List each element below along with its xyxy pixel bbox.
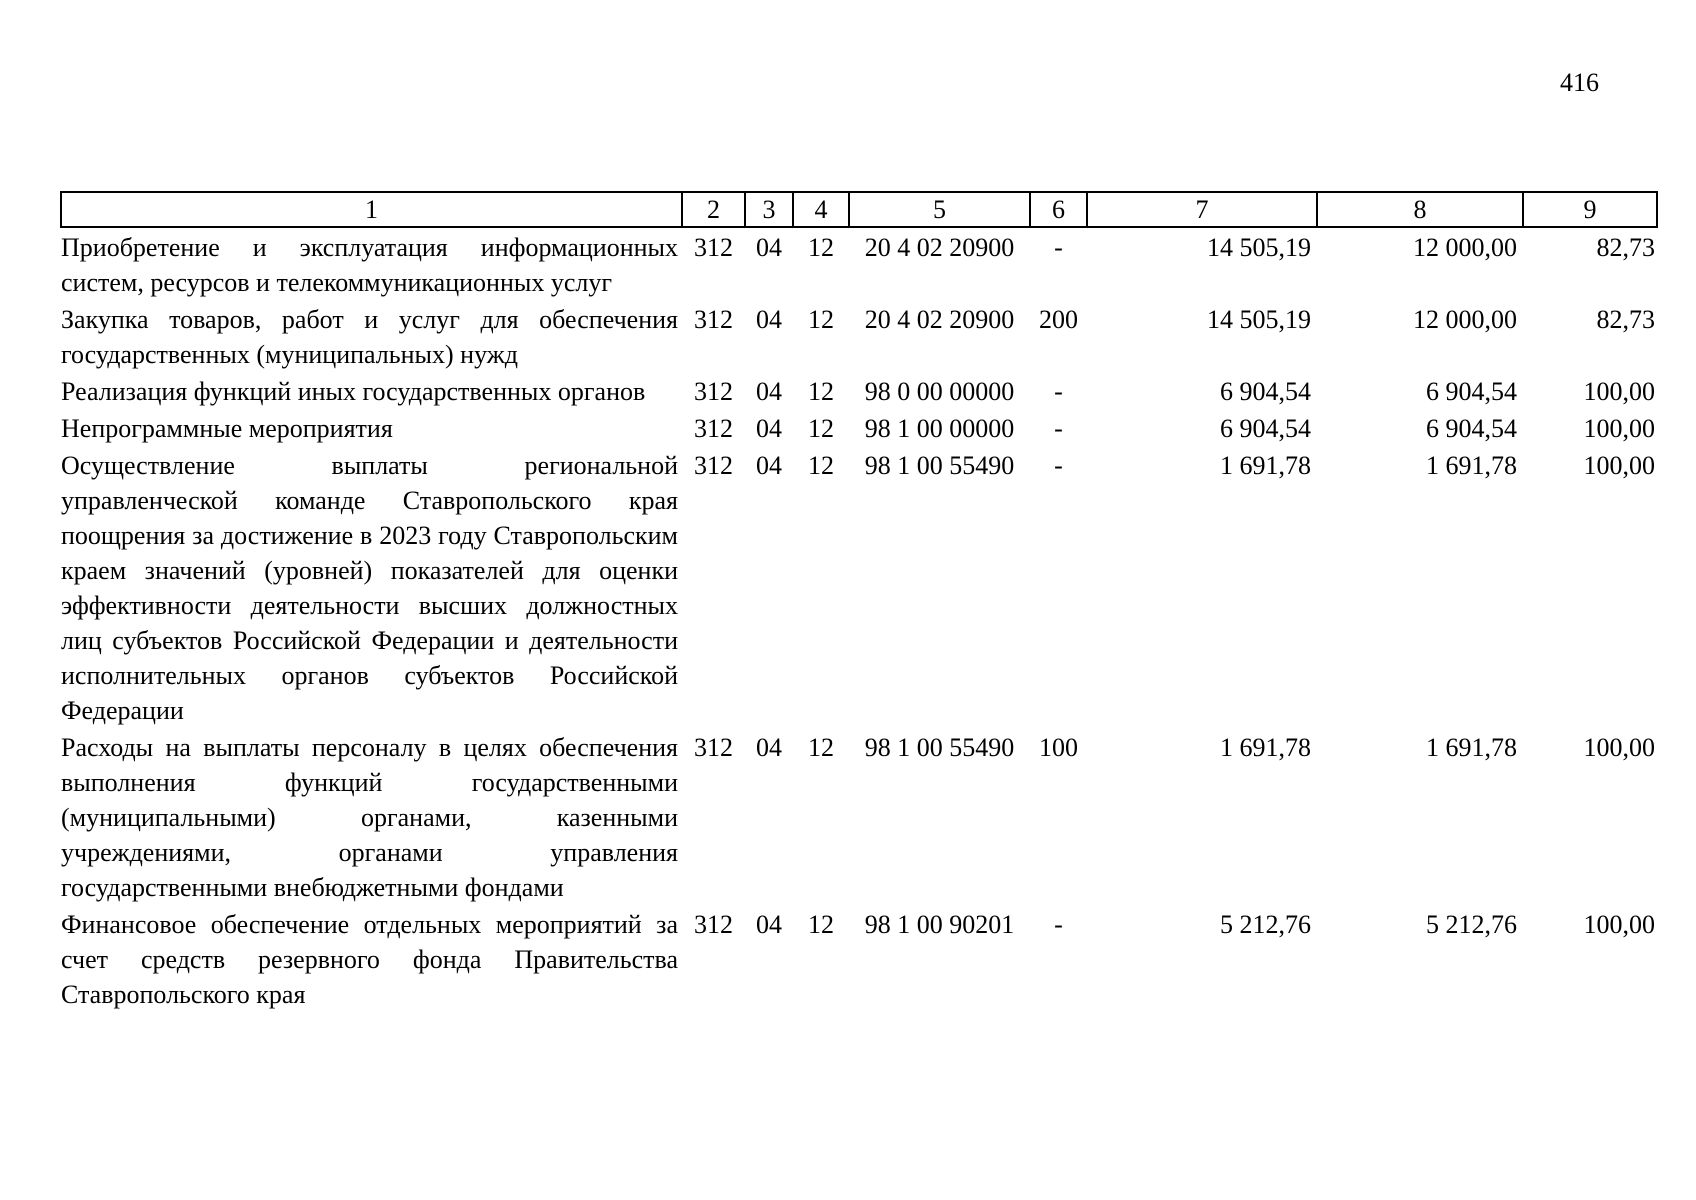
row-percent: 100,00 — [1583, 733, 1655, 762]
row-percent: 100,00 — [1583, 451, 1655, 480]
header-col-5: 5 — [849, 192, 1030, 227]
page-number: 416 — [1560, 68, 1599, 97]
row-target-article: 98 1 00 55490 — [864, 733, 1015, 762]
table-body — [61, 227, 1657, 1012]
row-subsection-code: 12 — [808, 414, 834, 443]
row-expense-type: - — [1054, 414, 1063, 443]
row-percent: 100,00 — [1583, 414, 1655, 443]
row-subsection-code: 12 — [808, 451, 834, 480]
row-subsection-code: 12 — [808, 377, 834, 406]
row-name: Финансовое обеспечение отдельных мероприятий за счет средств резервного фонда Правительства Ставропольского края — [61, 910, 678, 1009]
row-section-code: 04 — [756, 451, 782, 480]
row-executed-amount: 1 691,78 — [1426, 733, 1517, 762]
row-target-article: 98 1 00 55490 — [864, 451, 1015, 480]
row-name: Расходы на выплаты персоналу в целях обеспечения выполнения функций государственными (муниципальными) органами, казенными учреждениями, органами управления государственными внебюджетными фондами — [61, 733, 678, 902]
row-expense-type: - — [1054, 451, 1063, 480]
row-section-code: 04 — [756, 733, 782, 762]
row-planned-amount: 6 904,54 — [1220, 414, 1311, 443]
row-expense-type: - — [1054, 233, 1063, 262]
row-target-article: 20 4 02 20900 — [864, 233, 1015, 262]
row-section-code: 04 — [756, 910, 782, 939]
header-col-3: 3 — [745, 192, 793, 227]
row-ministry-code: 312 — [694, 451, 733, 480]
row-planned-amount: 1 691,78 — [1220, 451, 1311, 480]
row-name: Закупка товаров, работ и услуг для обеспечения государственных (муниципальных) нужд — [61, 305, 678, 369]
row-target-article: 20 4 02 20900 — [864, 305, 1015, 334]
row-ministry-code: 312 — [694, 233, 733, 262]
row-percent: 82,73 — [1596, 233, 1655, 262]
table-row — [61, 905, 1657, 1012]
row-subsection-code: 12 — [808, 910, 834, 939]
row-name: Непрограммные мероприятия — [61, 414, 393, 443]
row-subsection-code: 12 — [808, 305, 834, 334]
row-target-article: 98 1 00 90201 — [864, 910, 1015, 939]
header-col-2: 2 — [682, 192, 745, 227]
row-expense-type: 100 — [1039, 733, 1078, 762]
row-section-code: 04 — [756, 233, 782, 262]
row-section-code: 04 — [756, 377, 782, 406]
row-expense-type: - — [1054, 910, 1063, 939]
row-ministry-code: 312 — [694, 733, 733, 762]
table-row — [61, 372, 1657, 409]
row-subsection-code: 12 — [808, 233, 834, 262]
row-ministry-code: 312 — [694, 414, 733, 443]
header-col-1: 1 — [61, 192, 682, 227]
row-target-article: 98 0 00 00000 — [864, 377, 1015, 406]
table-row — [61, 409, 1657, 446]
row-executed-amount: 1 691,78 — [1426, 451, 1517, 480]
row-target-article: 98 1 00 00000 — [864, 414, 1015, 443]
row-planned-amount: 14 505,19 — [1207, 305, 1311, 334]
row-planned-amount: 14 505,19 — [1207, 233, 1311, 262]
row-executed-amount: 5 212,76 — [1426, 910, 1517, 939]
row-ministry-code: 312 — [694, 305, 733, 334]
row-ministry-code: 312 — [694, 910, 733, 939]
row-percent: 100,00 — [1583, 910, 1655, 939]
row-section-code: 04 — [756, 305, 782, 334]
budget-table — [60, 191, 1658, 1012]
row-name: Осуществление выплаты региональной управленческой команде Ставропольского края поощрения за достижение в 2023 году Ставропольским краем значений (уровней) показателей для оценки эффективности деятельности высших должностных лиц субъектов Российской Федерации и деятельности исполнительных органов субъектов Российской Федерации — [61, 451, 678, 725]
row-name: Реализация функций иных государственных органов — [61, 377, 646, 406]
row-ministry-code: 312 — [694, 377, 733, 406]
header-col-6: 6 — [1030, 192, 1087, 227]
table-row — [61, 728, 1657, 905]
row-expense-type: 200 — [1039, 305, 1078, 334]
row-executed-amount: 12 000,00 — [1413, 233, 1517, 262]
header-col-4: 4 — [793, 192, 849, 227]
row-subsection-code: 12 — [808, 733, 834, 762]
row-name: Приобретение и эксплуатация информационных систем, ресурсов и телекоммуникационных услуг — [61, 233, 678, 297]
table-header — [61, 192, 1657, 227]
table-row — [61, 227, 1657, 300]
row-planned-amount: 5 212,76 — [1220, 910, 1311, 939]
header-row — [61, 192, 1657, 227]
row-planned-amount: 6 904,54 — [1220, 377, 1311, 406]
row-planned-amount: 1 691,78 — [1220, 733, 1311, 762]
table-row — [61, 300, 1657, 372]
table-row — [61, 446, 1657, 728]
row-expense-type: - — [1054, 377, 1063, 406]
row-executed-amount: 6 904,54 — [1426, 377, 1517, 406]
row-executed-amount: 12 000,00 — [1413, 305, 1517, 334]
header-col-7: 7 — [1087, 192, 1317, 227]
row-percent: 100,00 — [1583, 377, 1655, 406]
header-col-9: 9 — [1523, 192, 1657, 227]
header-col-8: 8 — [1317, 192, 1523, 227]
row-executed-amount: 6 904,54 — [1426, 414, 1517, 443]
row-section-code: 04 — [756, 414, 782, 443]
row-percent: 82,73 — [1596, 305, 1655, 334]
